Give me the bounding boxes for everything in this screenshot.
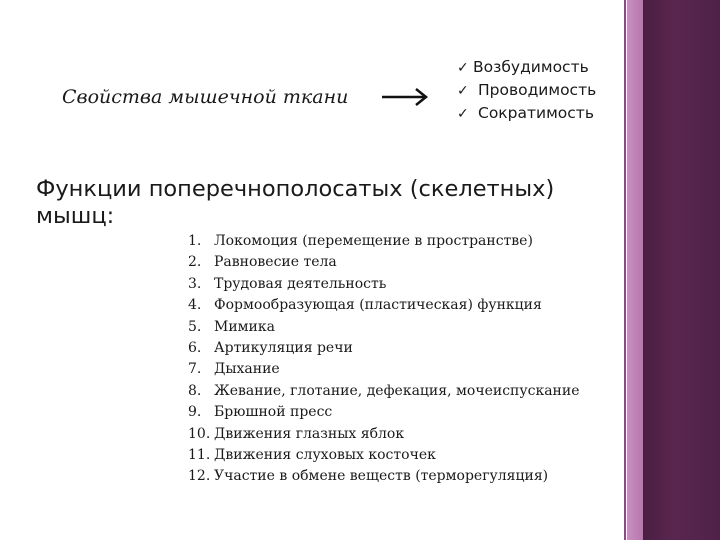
checkmark-icon: ✓	[457, 83, 469, 99]
item-number: 7.	[188, 361, 202, 378]
item-text: Трудовая деятельность	[214, 275, 387, 292]
item-number: 8.	[188, 382, 202, 399]
item-text: Формообразующая (пластическая) функция	[214, 297, 542, 314]
item-text: Участие в обмене веществ (терморегуляция)	[214, 468, 549, 485]
item-number: 5.	[188, 318, 202, 335]
checkmark-icon: ✓	[457, 106, 469, 122]
right-arrow-icon	[380, 84, 432, 110]
item-number: 4.	[188, 297, 202, 314]
item-number: 3.	[188, 275, 202, 292]
item-text: Дыхание	[214, 361, 280, 378]
item-number: 6.	[188, 340, 202, 357]
list-item	[188, 381, 628, 402]
list-item	[188, 359, 628, 380]
list-item	[457, 79, 632, 102]
item-number: 1.	[188, 233, 202, 249]
item-text: Движения глазных яблок	[214, 425, 405, 442]
item-number: 12.	[188, 468, 211, 485]
list-item	[188, 466, 628, 487]
property-label: Проводимость	[478, 81, 597, 99]
item-number: 2.	[188, 254, 202, 271]
list-item	[188, 274, 628, 295]
list-item	[188, 231, 628, 252]
item-number: 10.	[188, 425, 211, 442]
decorative-band-dark	[643, 0, 720, 540]
item-text: Брюшной пресс	[214, 404, 333, 421]
property-label: Возбудимость	[473, 58, 589, 76]
list-item	[457, 102, 632, 125]
list-item	[188, 445, 628, 466]
item-text: Движения слуховых косточек	[214, 447, 436, 464]
item-text: Жевание, глотание, дефекация, мочеиспускание	[214, 382, 580, 399]
checkmark-icon: ✓	[457, 60, 469, 76]
list-item	[188, 338, 628, 359]
list-item	[188, 295, 628, 316]
item-text: Мимика	[214, 318, 275, 335]
list-item	[188, 402, 628, 423]
list-item	[188, 317, 628, 338]
item-text: Равновесие тела	[214, 254, 337, 271]
functions-heading: Функции поперечнополосатых (скелетных) мышц:	[36, 176, 555, 229]
properties-title: Свойства мышечной ткани	[62, 86, 349, 108]
functions-list	[188, 231, 628, 488]
list-item	[188, 252, 628, 273]
item-number: 9.	[188, 404, 202, 421]
item-text: Локомоция (перемещение в пространстве)	[214, 233, 533, 249]
property-label: Сократимость	[478, 104, 594, 122]
list-item	[457, 56, 632, 79]
item-number: 11.	[188, 447, 211, 464]
list-item	[188, 424, 628, 445]
item-text: Артикуляция речи	[214, 340, 353, 357]
properties-list	[457, 56, 632, 125]
